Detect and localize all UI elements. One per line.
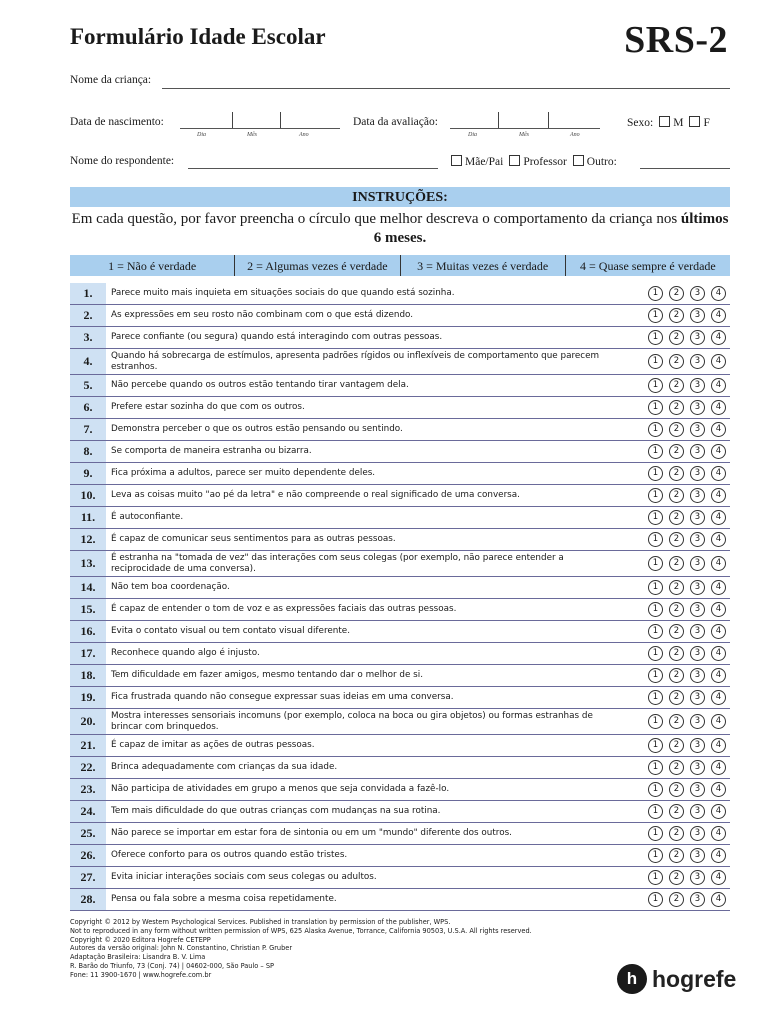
eval-month-caption: Mês	[519, 132, 529, 138]
item-row	[70, 349, 730, 375]
response-circle-3[interactable]: 3	[690, 624, 705, 639]
item-number: 8.	[70, 441, 106, 462]
item-row	[70, 599, 730, 621]
response-circle-2[interactable]: 2	[669, 826, 684, 841]
response-circle-3[interactable]: 3	[690, 826, 705, 841]
response-circle-3[interactable]: 3	[690, 668, 705, 683]
response-circle-1[interactable]: 1	[648, 738, 663, 753]
item-text: Leva as coisas muito "ao pé da letra" e não compreende o real significado de uma conversa.	[111, 490, 520, 501]
response-circle-3[interactable]: 3	[690, 556, 705, 571]
item-row	[70, 305, 730, 327]
footer-line: Copyright © 2020 Editora Hogrefe CETEPP	[70, 935, 211, 944]
response-circle-1[interactable]: 1	[648, 308, 663, 323]
response-circle-4[interactable]: 4	[711, 892, 726, 907]
response-circle-2[interactable]: 2	[669, 532, 684, 547]
footer-line: R. Barão do Triunfo, 73 (Conj. 74) | 04602-000, São Paulo – SP	[70, 961, 274, 970]
response-circle-2[interactable]: 2	[669, 580, 684, 595]
items-table	[70, 283, 730, 911]
item-text: Não participa de atividades em grupo a menos que seja convidada a fazê-lo.	[111, 784, 450, 795]
response-circle-2[interactable]: 2	[669, 378, 684, 393]
item-number: 22.	[70, 757, 106, 778]
response-circle-2[interactable]: 2	[669, 488, 684, 503]
item-options	[648, 735, 726, 756]
eval-date-label: Data da avaliação:	[353, 116, 438, 128]
response-circle-1[interactable]: 1	[648, 804, 663, 819]
item-text: É estranha na "tomada de vez" das interações com seus colegas (por exemplo, não parece entender a reciprocidade de uma conversa).	[111, 553, 564, 574]
item-number: 1.	[70, 283, 106, 304]
response-circle-4[interactable]: 4	[711, 826, 726, 841]
item-number: 9.	[70, 463, 106, 484]
item-options	[648, 305, 726, 326]
item-row	[70, 529, 730, 551]
response-circle-2[interactable]: 2	[669, 444, 684, 459]
response-circle-4[interactable]: 4	[711, 400, 726, 415]
form-title: Formulário Idade Escolar	[70, 24, 326, 49]
item-number: 27.	[70, 867, 106, 888]
response-circle-3[interactable]: 3	[690, 738, 705, 753]
item-row	[70, 463, 730, 485]
item-options	[648, 643, 726, 664]
footer-line: Copyright © 2012 by Western Psychological Services. Published in translation by permission of the publisher, WPS.	[70, 918, 451, 926]
response-circle-4[interactable]: 4	[711, 782, 726, 797]
item-text: Não percebe quando os outros estão tentando tirar vantagem dela.	[111, 380, 409, 391]
response-circle-2[interactable]: 2	[669, 870, 684, 885]
item-options	[648, 889, 726, 910]
item-number: 3.	[70, 327, 106, 348]
response-circle-4[interactable]: 4	[711, 870, 726, 885]
footer-line: Not to reproduced in any form without written permission of WPS, 625 Alaska Avenue, Torrance, California 90503, U.S.A. All rights reserved.	[70, 926, 532, 935]
item-options	[648, 375, 726, 396]
response-circle-4[interactable]: 4	[711, 444, 726, 459]
response-circle-1[interactable]: 1	[648, 646, 663, 661]
response-circle-1[interactable]: 1	[648, 286, 663, 301]
parent-checkbox[interactable]	[451, 155, 462, 166]
response-circle-1[interactable]: 1	[648, 580, 663, 595]
response-circle-2[interactable]: 2	[669, 848, 684, 863]
parent-label: Mãe/Pai	[465, 156, 504, 168]
child-name-label: Nome da criança:	[70, 74, 152, 86]
response-circle-2[interactable]: 2	[669, 602, 684, 617]
item-options	[648, 551, 726, 576]
item-text: Se comporta de maneira estranha ou bizarra.	[111, 446, 312, 457]
other-checkbox[interactable]	[573, 155, 584, 166]
response-circle-2[interactable]: 2	[669, 668, 684, 683]
response-circle-2[interactable]: 2	[669, 422, 684, 437]
item-text: É capaz de comunicar seus sentimentos para as outras pessoas.	[111, 534, 396, 545]
hogrefe-logo	[617, 964, 736, 994]
scale-3: 3 = Muitas vezes é verdade	[401, 255, 566, 276]
response-circle-4[interactable]: 4	[711, 580, 726, 595]
response-circle-4[interactable]: 4	[711, 714, 726, 729]
scale-1: 1 = Não é verdade	[70, 255, 235, 276]
response-circle-2[interactable]: 2	[669, 738, 684, 753]
item-options	[648, 599, 726, 620]
response-circle-1[interactable]: 1	[648, 330, 663, 345]
response-circle-2[interactable]: 2	[669, 646, 684, 661]
item-row	[70, 375, 730, 397]
item-options	[648, 507, 726, 528]
instructions-emphasis: últimos 6 meses.	[373, 211, 729, 246]
item-text: Tem dificuldade em fazer amigos, mesmo tentando dar o melhor de si.	[111, 670, 424, 681]
item-row	[70, 823, 730, 845]
item-row	[70, 551, 730, 577]
response-circle-1[interactable]: 1	[648, 444, 663, 459]
item-text: Quando há sobrecarga de estímulos, apresenta padrões rígidos ou inflexíveis de comportamento que parecem estranhos.	[111, 351, 600, 372]
eval-date-divider	[548, 112, 549, 128]
birth-date-line[interactable]	[180, 128, 340, 129]
respondent-type	[445, 155, 617, 168]
sex-f-checkbox[interactable]	[689, 116, 700, 127]
item-row	[70, 485, 730, 507]
footer-copyright	[70, 918, 630, 980]
response-circle-1[interactable]: 1	[648, 510, 663, 525]
response-circle-1[interactable]: 1	[648, 826, 663, 841]
response-circle-3[interactable]: 3	[690, 760, 705, 775]
item-number: 25.	[70, 823, 106, 844]
item-number: 26.	[70, 845, 106, 866]
response-circle-3[interactable]: 3	[690, 714, 705, 729]
response-circle-2[interactable]: 2	[669, 286, 684, 301]
item-text: Reconhece quando algo é injusto.	[111, 648, 260, 659]
sex-m-checkbox[interactable]	[659, 116, 670, 127]
instructions-text	[70, 210, 730, 248]
response-circle-1[interactable]: 1	[648, 892, 663, 907]
response-circle-1[interactable]: 1	[648, 714, 663, 729]
item-number: 15.	[70, 599, 106, 620]
response-circle-4[interactable]: 4	[711, 378, 726, 393]
response-circle-2[interactable]: 2	[669, 354, 684, 369]
response-circle-1[interactable]: 1	[648, 488, 663, 503]
item-text: Parece muito mais inquieta em situações sociais do que quando está sozinha.	[111, 288, 455, 299]
teacher-checkbox[interactable]	[509, 155, 520, 166]
response-circle-2[interactable]: 2	[669, 308, 684, 323]
response-circle-3[interactable]: 3	[690, 646, 705, 661]
item-text: Brinca adequadamente com crianças da sua idade.	[111, 762, 338, 773]
response-circle-3[interactable]: 3	[690, 488, 705, 503]
item-row	[70, 621, 730, 643]
item-options	[648, 801, 726, 822]
response-circle-4[interactable]: 4	[711, 848, 726, 863]
item-number: 4.	[70, 349, 106, 374]
response-circle-3[interactable]: 3	[690, 848, 705, 863]
sex-f-label: F	[703, 117, 710, 129]
item-row	[70, 845, 730, 867]
item-row	[70, 687, 730, 709]
response-circle-2[interactable]: 2	[669, 782, 684, 797]
child-name-line[interactable]	[162, 88, 730, 89]
item-text: Não parece se importar em estar fora de sintonia ou em um "mundo" diferente dos outros.	[111, 828, 512, 839]
eval-date-line[interactable]	[450, 128, 600, 129]
item-options	[648, 397, 726, 418]
response-circle-3[interactable]: 3	[690, 286, 705, 301]
response-circle-4[interactable]: 4	[711, 668, 726, 683]
response-circle-1[interactable]: 1	[648, 378, 663, 393]
response-circle-2[interactable]: 2	[669, 510, 684, 525]
item-number: 7.	[70, 419, 106, 440]
response-circle-1[interactable]: 1	[648, 466, 663, 481]
response-circle-1[interactable]: 1	[648, 624, 663, 639]
teacher-label: Professor	[523, 156, 567, 168]
response-circle-3[interactable]: 3	[690, 422, 705, 437]
response-circle-1[interactable]: 1	[648, 556, 663, 571]
response-circle-4[interactable]: 4	[711, 760, 726, 775]
response-circle-4[interactable]: 4	[711, 308, 726, 323]
response-circle-4[interactable]: 4	[711, 690, 726, 705]
response-circle-4[interactable]: 4	[711, 804, 726, 819]
item-options	[648, 577, 726, 598]
item-options	[648, 845, 726, 866]
item-row	[70, 779, 730, 801]
sex-field	[627, 116, 710, 129]
eval-date-divider	[498, 112, 499, 128]
response-circle-2[interactable]: 2	[669, 556, 684, 571]
item-text: É capaz de entender o tom de voz e as expressões faciais das outras pessoas.	[111, 604, 457, 615]
response-circle-2[interactable]: 2	[669, 714, 684, 729]
response-circle-4[interactable]: 4	[711, 532, 726, 547]
eval-day-caption: Dia	[468, 132, 477, 138]
footer-line: Fone: 11 3900-1670 | www.hogrefe.com.br	[70, 970, 212, 979]
item-row	[70, 867, 730, 889]
response-circle-2[interactable]: 2	[669, 400, 684, 415]
item-row	[70, 507, 730, 529]
response-circle-4[interactable]: 4	[711, 286, 726, 301]
item-row	[70, 441, 730, 463]
item-options	[648, 441, 726, 462]
item-text: Tem mais dificuldade do que outras crianças com mudanças na sua rotina.	[111, 806, 441, 817]
response-circle-3[interactable]: 3	[690, 400, 705, 415]
birth-month-caption: Mês	[247, 132, 257, 138]
item-options	[648, 665, 726, 686]
item-options	[648, 485, 726, 506]
birth-day-caption: Dia	[197, 132, 206, 138]
response-circle-4[interactable]: 4	[711, 556, 726, 571]
item-number: 6.	[70, 397, 106, 418]
response-circle-3[interactable]: 3	[690, 532, 705, 547]
item-row	[70, 397, 730, 419]
response-circle-1[interactable]: 1	[648, 354, 663, 369]
item-number: 23.	[70, 779, 106, 800]
response-circle-4[interactable]: 4	[711, 354, 726, 369]
item-row	[70, 735, 730, 757]
response-circle-2[interactable]: 2	[669, 690, 684, 705]
item-options	[648, 621, 726, 642]
response-circle-1[interactable]: 1	[648, 760, 663, 775]
response-circle-3[interactable]: 3	[690, 690, 705, 705]
footer-line: Adaptação Brasileira: Lisandra B. V. Lima	[70, 953, 206, 962]
item-number: 2.	[70, 305, 106, 326]
item-options	[648, 349, 726, 374]
item-text: Não tem boa coordenação.	[111, 582, 230, 593]
response-circle-1[interactable]: 1	[648, 532, 663, 547]
birth-date-divider	[232, 112, 233, 128]
respondent-line[interactable]	[188, 168, 438, 169]
response-circle-3[interactable]: 3	[690, 602, 705, 617]
response-circle-2[interactable]: 2	[669, 804, 684, 819]
response-circle-4[interactable]: 4	[711, 624, 726, 639]
response-circle-4[interactable]: 4	[711, 488, 726, 503]
item-number: 13.	[70, 551, 106, 576]
item-text: É autoconfiante.	[111, 512, 184, 523]
response-circle-2[interactable]: 2	[669, 330, 684, 345]
response-circle-4[interactable]: 4	[711, 646, 726, 661]
item-number: 10.	[70, 485, 106, 506]
response-circle-4[interactable]: 4	[711, 330, 726, 345]
item-number: 28.	[70, 889, 106, 910]
response-circle-1[interactable]: 1	[648, 602, 663, 617]
item-number: 17.	[70, 643, 106, 664]
response-circle-3[interactable]: 3	[690, 804, 705, 819]
item-options	[648, 283, 726, 304]
item-number: 11.	[70, 507, 106, 528]
response-circle-3[interactable]: 3	[690, 782, 705, 797]
item-text: Evita iniciar interações sociais com seus colegas ou adultos.	[111, 872, 377, 883]
response-circle-2[interactable]: 2	[669, 624, 684, 639]
item-row	[70, 419, 730, 441]
sex-m-label: M	[673, 117, 684, 129]
response-circle-3[interactable]: 3	[690, 466, 705, 481]
birth-year-caption: Ano	[299, 132, 309, 138]
item-number: 5.	[70, 375, 106, 396]
item-number: 21.	[70, 735, 106, 756]
other-line[interactable]	[640, 168, 730, 169]
response-circle-2[interactable]: 2	[669, 466, 684, 481]
instructions-body: Em cada questão, por favor preencha o círculo que melhor descreva o comportamento da criança nos	[71, 211, 678, 227]
response-circle-1[interactable]: 1	[648, 848, 663, 863]
item-number: 16.	[70, 621, 106, 642]
response-circle-3[interactable]: 3	[690, 580, 705, 595]
scale-2: 2 = Algumas vezes é verdade	[235, 255, 400, 276]
item-options	[648, 327, 726, 348]
item-text: Mostra interesses sensoriais incomuns (por exemplo, coloca na boca ou gira objetos) ou formas estranhas de brincar com brinquedos.	[111, 711, 593, 732]
item-row	[70, 283, 730, 305]
response-circle-3[interactable]: 3	[690, 378, 705, 393]
response-circle-3[interactable]: 3	[690, 870, 705, 885]
response-scale	[70, 255, 730, 276]
item-options	[648, 779, 726, 800]
response-circle-4[interactable]: 4	[711, 466, 726, 481]
response-circle-1[interactable]: 1	[648, 782, 663, 797]
response-circle-1[interactable]: 1	[648, 690, 663, 705]
response-circle-4[interactable]: 4	[711, 602, 726, 617]
item-number: 20.	[70, 709, 106, 734]
item-row	[70, 889, 730, 911]
item-number: 14.	[70, 577, 106, 598]
eval-year-caption: Ano	[570, 132, 580, 138]
item-text: Demonstra perceber o que os outros estão pensando ou sentindo.	[111, 424, 403, 435]
birth-date-divider	[280, 112, 281, 128]
response-circle-3[interactable]: 3	[690, 308, 705, 323]
item-options	[648, 867, 726, 888]
response-circle-4[interactable]: 4	[711, 510, 726, 525]
item-row	[70, 757, 730, 779]
sex-label: Sexo:	[627, 117, 654, 129]
item-number: 18.	[70, 665, 106, 686]
hogrefe-logo-text: hogrefe	[652, 965, 737, 992]
response-circle-1[interactable]: 1	[648, 870, 663, 885]
item-options	[648, 463, 726, 484]
instructions-heading: INSTRUÇÕES:	[70, 187, 730, 207]
item-options	[648, 687, 726, 708]
item-options	[648, 419, 726, 440]
respondent-label: Nome do respondente:	[70, 155, 175, 167]
footer-line: Autores da versão original: John N. Constantino, Christian P. Gruber	[70, 944, 293, 953]
item-number: 19.	[70, 687, 106, 708]
item-text: Evita o contato visual ou tem contato visual diferente.	[111, 626, 351, 637]
response-circle-3[interactable]: 3	[690, 892, 705, 907]
item-text: As expressões em seu rosto não combinam com o que está dizendo.	[111, 310, 414, 321]
item-row	[70, 327, 730, 349]
item-row	[70, 665, 730, 687]
item-options	[648, 709, 726, 734]
response-circle-1[interactable]: 1	[648, 422, 663, 437]
item-options	[648, 757, 726, 778]
birth-date-label: Data de nascimento:	[70, 116, 164, 128]
form-code: SRS-2	[624, 19, 728, 61]
item-options	[648, 823, 726, 844]
scale-4: 4 = Quase sempre é verdade	[580, 259, 716, 273]
response-circle-3[interactable]: 3	[690, 330, 705, 345]
response-circle-4[interactable]: 4	[711, 738, 726, 753]
response-circle-2[interactable]: 2	[669, 892, 684, 907]
response-circle-2[interactable]: 2	[669, 760, 684, 775]
response-circle-1[interactable]: 1	[648, 668, 663, 683]
item-row	[70, 643, 730, 665]
item-text: Fica próxima a adultos, parece ser muito dependente deles.	[111, 468, 376, 479]
item-text: É capaz de imitar as ações de outras pessoas.	[111, 740, 315, 751]
item-row	[70, 801, 730, 823]
item-options	[648, 529, 726, 550]
item-text: Oferece conforto para os outros quando estão tristes.	[111, 850, 348, 861]
response-circle-3[interactable]: 3	[690, 444, 705, 459]
other-label: Outro:	[586, 156, 617, 168]
item-number: 24.	[70, 801, 106, 822]
response-circle-3[interactable]: 3	[690, 354, 705, 369]
response-circle-4[interactable]: 4	[711, 422, 726, 437]
item-text: Prefere estar sozinha do que com os outros.	[111, 402, 305, 413]
response-circle-1[interactable]: 1	[648, 400, 663, 415]
response-circle-3[interactable]: 3	[690, 510, 705, 525]
item-row	[70, 577, 730, 599]
hogrefe-logo-icon: h	[617, 964, 647, 994]
item-number: 12.	[70, 529, 106, 550]
item-text: Fica frustrada quando não consegue expressar suas ideias em uma conversa.	[111, 692, 454, 703]
item-text: Parece confiante (ou segura) quando está interagindo com outras pessoas.	[111, 332, 443, 343]
item-text: Pensa ou fala sobre a mesma coisa repetidamente.	[111, 894, 337, 905]
item-row	[70, 709, 730, 735]
